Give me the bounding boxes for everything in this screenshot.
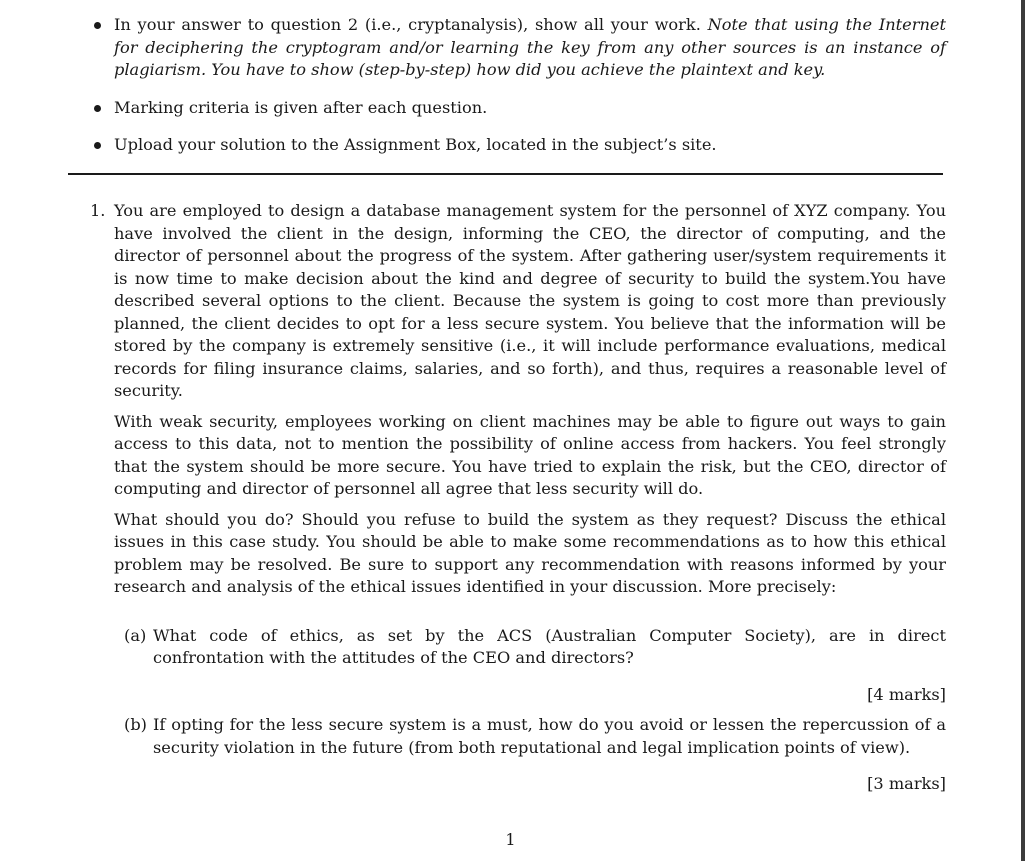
bullet-icon [94,22,101,29]
bullet-icon [94,105,101,112]
instruction-text: In your answer to question 2 (i.e., cryptanalysis), show all your work. [114,15,701,34]
question-parts [124,625,946,796]
instruction-item [90,14,946,82]
marks-label: [3 marks] [867,774,946,793]
question-paragraph: With weak security, employees working on client machines may be able to figure out ways to gain access to this data, not to mention the possibility of online access from hackers. You feel strongly that the system should be more secure. You have tried to explain the risk, but the CEO, director of computing and director of personnel all agree that less security will do. [114,411,946,498]
bullet-icon [94,142,101,149]
instruction-text: Upload your solution to the Assignment Box, located in the subject’s site. [114,135,717,154]
question-paragraph: You are employed to design a database management system for the personnel of XYZ company. You have involved the client in the design, informing the CEO, the director of computing, and the director of personnel about the progress of the system. After gathering user/system requirements it is now time to make decision about the kind and degree of security to build the system.You have described several options to the client. Because the system is going to cost more than previously planned, the client decides to opt for a less secure system. You believe that the information will be stored by the company is extremely sensitive (i.e., it will include performance evaluations, medical records for filing insurance claims, salaries, and so forth), and thus, requires a reasonable level of security. [114,201,946,400]
instruction-text: Marking criteria is given after each question. [114,97,488,117]
instructions-list [90,14,946,172]
instruction-item [90,97,946,120]
part-text: If opting for the less secure system is a must, how do you avoid or lessen the repercussion of a security violation in the future (from both reputational and legal implication points of view). [153,715,946,757]
question-paragraph: What should you do? Should you refuse to build the system as they request? Discuss the ethical issues in this case study. You should be able to make some recommendations as to how this ethical problem may be resolved. Be sure to support any recommendation with reasons informed by your research and analysis of the ethical issues identified in your discussion. More precisely: [114,509,946,596]
viewer-edge [1021,0,1025,861]
question-1 [90,200,946,804]
question-body [114,200,946,796]
part-label: (a) [124,625,147,645]
question-part-b [124,714,946,759]
question-number: 1. [90,201,106,220]
instruction-note: Note that using the Internet for deciphering the cryptogram and/or learning the key from any other sources is an instance of plagiarism. You have to show (step-by-step) how did you achieve the plaintext and key. [114,15,946,79]
page-number: 1 [505,830,516,849]
question-part-a [124,625,946,670]
part-text: What code of ethics, as set by the ACS (Australian Computer Society), are in direct confrontation with the attitudes of the CEO and directors? [153,625,946,667]
instruction-item [90,134,946,157]
part-label: (b) [124,715,147,734]
horizontal-rule [68,173,943,175]
marks-label: [4 marks] [867,684,946,704]
